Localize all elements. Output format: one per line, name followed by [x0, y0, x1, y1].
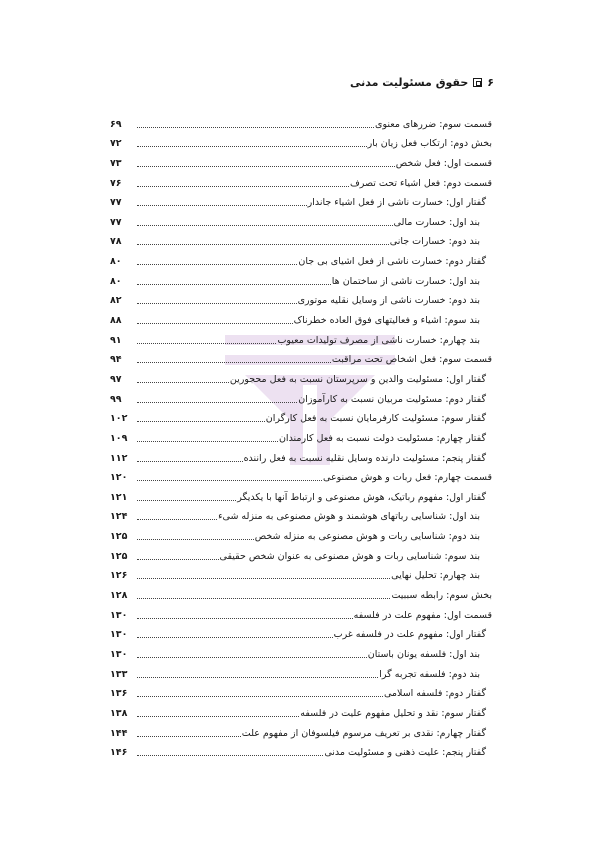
toc-entry-title: قسمت سوم: ضررهای معنوی	[375, 118, 492, 130]
toc-entry	[110, 622, 492, 642]
toc-entry-title: بند چهارم: خسارت ناشی از مصرف تولیدات معیوب	[277, 334, 480, 346]
toc-entry	[110, 465, 492, 485]
toc-entry-page: ۱۴۴	[110, 727, 128, 739]
toc-entry	[110, 366, 492, 386]
toc-entry-page: ۱۳۰	[110, 609, 128, 621]
dot-leader	[137, 480, 322, 481]
toc-entry	[110, 248, 492, 268]
toc-entry-title: بند اول: خسارت ناشی از ساختمان ها	[331, 275, 480, 287]
toc-entry-page: ۱۲۶	[110, 570, 128, 582]
page-number: ۶	[487, 76, 494, 89]
toc-entry-title: گفتار دوم: فلسفه اسلامی	[384, 688, 486, 700]
dot-leader	[137, 657, 367, 658]
toc-entry	[110, 543, 492, 563]
dot-leader	[137, 736, 241, 737]
dot-leader	[137, 578, 390, 579]
toc-entry	[110, 131, 492, 151]
toc-entry-title: گفتار چهارم: مسئولیت دولت نسبت به فعل کارمندان	[278, 432, 486, 444]
toc-entry	[110, 484, 492, 504]
toc-entry-page: ۹۷	[110, 373, 122, 385]
toc-entry-page: ۱۲۴	[110, 511, 128, 523]
toc-entry-title: بند اول: فلسفه یونان باستان	[367, 648, 480, 660]
toc-entry	[110, 209, 492, 229]
toc-entry-title: بند دوم: فلسفه تجربه گرا	[379, 668, 480, 680]
dot-leader	[137, 382, 229, 383]
dot-leader	[137, 225, 393, 226]
toc-entry-title: گفتار سوم: نقد و تحلیل مفهوم علیت در فلسفه	[300, 707, 486, 719]
toc-entry	[110, 582, 492, 602]
toc-entry-title: بند اول: خسارت مالی	[393, 216, 480, 228]
toc-entry-title: قسمت اول: فعل شخص	[395, 157, 492, 169]
toc-entry-title: گفتار اول: مفهوم رباتیک، هوش مصنوعی و ارتباط آنها با یکدیگر	[237, 491, 486, 503]
toc-entry-title: بخش سوم: رابطه سببیت	[391, 590, 492, 602]
dot-leader	[137, 716, 299, 717]
toc-entry-title: بند سوم: شناسایی ربات و هوش مصنوعی به عنوان شخص حقیقی	[219, 550, 480, 562]
toc-entry-title: گفتار پنجم: مسئولیت دارنده وسایل نقلیه نسبت به فعل راننده	[243, 452, 486, 464]
dot-leader	[137, 264, 297, 265]
dot-leader	[137, 362, 331, 363]
toc-entry-page: ۱۰۲	[110, 413, 128, 425]
toc-entry-page: ۹۹	[110, 393, 122, 405]
toc-entry	[110, 229, 492, 249]
toc-entry	[110, 700, 492, 720]
toc-entry	[110, 425, 492, 445]
dot-leader	[137, 618, 353, 619]
dot-leader	[137, 598, 390, 599]
dot-leader	[137, 127, 374, 128]
toc-entry-page: ۹۴	[110, 354, 122, 366]
dot-leader	[137, 244, 389, 245]
toc-entry	[110, 406, 492, 426]
toc-entry-page: ۱۲۱	[110, 491, 128, 503]
toc-entry-title: گفتار دوم: مسئولیت مربیان نسبت به کارآموزان	[298, 393, 486, 405]
ornament-square-icon	[473, 78, 482, 87]
dot-leader	[137, 421, 265, 422]
dot-leader	[137, 343, 276, 344]
toc-entry-page: ۱۳۰	[110, 648, 128, 660]
toc-entry	[110, 445, 492, 465]
toc-entry	[110, 720, 492, 740]
dot-leader	[137, 146, 367, 147]
dot-leader	[137, 677, 378, 678]
toc-entry-page: ۸۸	[110, 315, 122, 327]
toc-entry-page: ۱۴۶	[110, 747, 128, 759]
toc-entry	[110, 523, 492, 543]
dot-leader	[137, 441, 278, 442]
toc-entry	[110, 386, 492, 406]
dot-leader	[137, 559, 219, 560]
toc-entry-title: گفتار دوم: خسارت ناشی از فعل اشیای بی جان	[298, 256, 486, 268]
toc-entry	[110, 641, 492, 661]
toc-entry	[110, 170, 492, 190]
toc-entry	[110, 327, 492, 347]
dot-leader	[137, 519, 217, 520]
toc-entry-title: قسمت چهارم: فعل ربات و هوش مصنوعی	[323, 472, 492, 484]
toc-entry	[110, 111, 492, 131]
dot-leader	[137, 205, 307, 206]
dot-leader	[137, 166, 395, 167]
toc-entry-page: ۱۳۶	[110, 688, 128, 700]
toc-entry-title: بند دوم: خسارات جانی	[389, 236, 480, 248]
toc-entry-page: ۱۳۰	[110, 629, 128, 641]
toc-entry-page: ۸۲	[110, 295, 122, 307]
toc-entry-page: ۱۳۸	[110, 707, 128, 719]
toc-entry	[110, 740, 492, 760]
dot-leader	[137, 539, 254, 540]
toc-entry-title: بند چهارم: تحلیل نهایی	[391, 570, 480, 582]
toc-entry-page: ۷۷	[110, 197, 122, 209]
table-of-contents	[110, 111, 492, 759]
toc-entry-page: ۱۲۵	[110, 531, 128, 543]
dot-leader	[137, 696, 383, 697]
dot-leader	[137, 755, 323, 756]
toc-entry-title: بخش دوم: ارتکاب فعل زیان بار	[367, 138, 492, 150]
toc-entry	[110, 681, 492, 701]
dot-leader	[137, 637, 333, 638]
dot-leader	[137, 323, 293, 324]
toc-entry-title: بند دوم: شناسایی ربات و هوش مصنوعی به منزله شخص	[254, 531, 480, 543]
toc-entry	[110, 288, 492, 308]
toc-entry-page: ۶۹	[110, 118, 122, 130]
toc-entry-title: بند سوم: اشیاء و فعالیتهای فوق العاده خطرناک	[293, 315, 480, 327]
dot-leader	[137, 186, 349, 187]
toc-entry-title: گفتار سوم: مسئولیت کارفرمایان نسبت به فعل کارگران	[265, 413, 486, 425]
toc-entry-page: ۱۲۵	[110, 550, 128, 562]
toc-entry	[110, 307, 492, 327]
book-title: حقوق مسئولیت مدنی	[349, 76, 469, 89]
toc-entry	[110, 190, 492, 210]
toc-entry-title: گفتار پنجم: علیت ذهنی و مسئولیت مدنی	[324, 747, 486, 759]
toc-entry-title: بند اول: شناسایی رباتهای هوشمند و هوش مصنوعی به منزله شیء	[218, 511, 480, 523]
toc-entry-title: بند دوم: خسارت ناشی از وسایل نقلیه موتوری	[297, 295, 480, 307]
toc-entry	[110, 602, 492, 622]
toc-entry	[110, 661, 492, 681]
toc-entry-page: ۸۰	[110, 256, 122, 268]
toc-entry	[110, 150, 492, 170]
toc-entry-title: گفتار اول: مسئولیت والدین و سرپرستان نسبت به فعل محجورین	[229, 373, 486, 385]
toc-entry-page: ۷۶	[110, 177, 122, 189]
toc-entry-page: ۹۱	[110, 334, 122, 346]
toc-entry-title: قسمت اول: مفهوم علت در فلسفه	[353, 609, 492, 621]
dot-leader	[137, 500, 236, 501]
toc-entry-title: گفتار اول: مفهوم علت در فلسفه غرب	[333, 629, 486, 641]
dot-leader	[137, 402, 297, 403]
toc-entry-page: ۱۲۰	[110, 472, 128, 484]
toc-entry-page: ۱۲۸	[110, 590, 128, 602]
toc-entry	[110, 347, 492, 367]
toc-entry-page: ۷۸	[110, 236, 122, 248]
toc-entry-page: ۸۰	[110, 275, 122, 287]
toc-entry-page: ۱۱۲	[110, 452, 128, 464]
toc-entry-page: ۱۳۳	[110, 668, 128, 680]
dot-leader	[137, 284, 331, 285]
toc-entry	[110, 268, 492, 288]
dot-leader	[137, 461, 243, 462]
toc-entry-title: گفتار چهارم: نقدی بر تعریف مرسوم فیلسوفان از مفهوم علت	[241, 727, 486, 739]
toc-entry-page: ۷۳	[110, 157, 122, 169]
toc-entry-title: قسمت دوم: فعل اشیاء تحت تصرف	[349, 177, 492, 189]
running-header	[350, 76, 494, 89]
toc-entry-title: قسمت سوم: فعل اشخاص تحت مراقبت	[331, 354, 492, 366]
toc-entry-page: ۷۷	[110, 216, 122, 228]
dot-leader	[137, 303, 297, 304]
toc-entry-page: ۷۲	[110, 138, 122, 150]
toc-entry-page: ۱۰۹	[110, 432, 128, 444]
toc-entry	[110, 563, 492, 583]
toc-entry-title: گفتار اول: خسارت ناشی از فعل اشیاء جاندار	[307, 197, 486, 209]
toc-entry	[110, 504, 492, 524]
